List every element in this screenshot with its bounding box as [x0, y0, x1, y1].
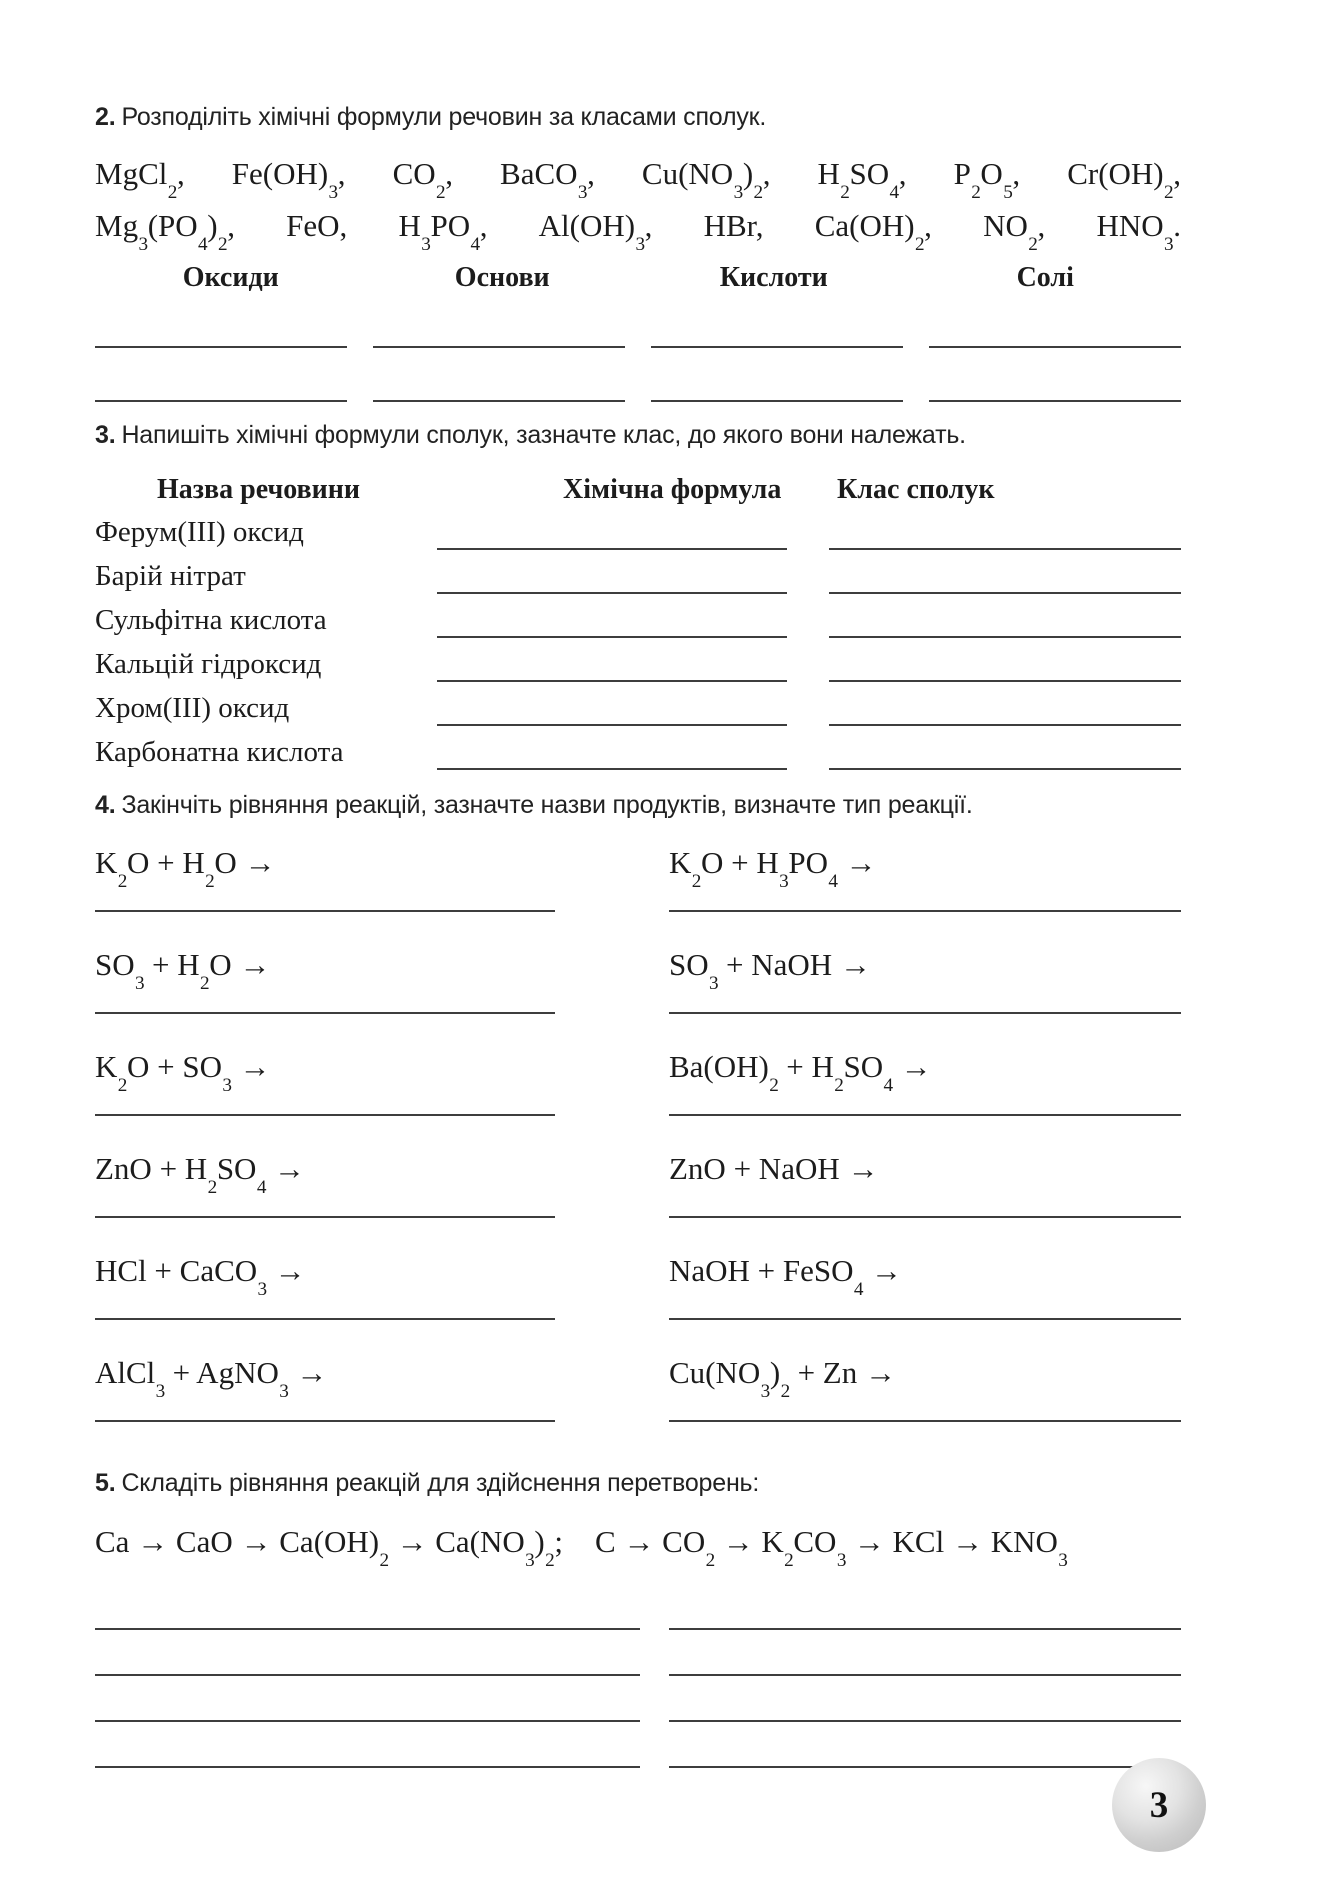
category-acids: Кислоти	[719, 262, 828, 293]
table-row	[95, 726, 1181, 770]
equation-cell	[95, 1046, 555, 1116]
answer-line	[929, 294, 1181, 348]
answer-line	[437, 558, 787, 594]
substance-name: Ферум(III) оксид	[95, 516, 304, 548]
answer-line	[373, 294, 625, 348]
answer-line	[95, 1676, 640, 1722]
equation-cell	[95, 842, 555, 912]
reaction-equation: $K_2O + SO_3$ →	[95, 1049, 271, 1097]
category-bases: Основи	[454, 262, 550, 293]
reaction-equation: AlCl$_3$ + AgNO$_3$ →	[95, 1355, 328, 1403]
chem-formula: MgCl$_2$,	[95, 156, 185, 204]
equation-cell	[669, 1148, 1181, 1218]
page-number: 3	[1149, 1784, 1169, 1826]
page-number-badge	[1112, 1758, 1206, 1852]
task2-answer-lines	[95, 294, 1181, 402]
chem-formula: $Cr(OH)_2$,	[1067, 156, 1181, 204]
task5-number: 5.	[95, 1469, 116, 1497]
transformation-chain: Ca → CaO → $Ca(OH)_2 \to Ca(NO_3)_2$;	[95, 1524, 563, 1572]
substance-name: Карбонатна кислота	[95, 736, 344, 768]
table-row	[95, 682, 1181, 726]
answer-line	[437, 646, 787, 682]
equation-cell	[669, 842, 1181, 912]
answer-line	[669, 1676, 1181, 1722]
answer-line	[669, 1722, 1181, 1768]
task3-number: 3.	[95, 421, 116, 449]
equation-cell	[95, 1250, 555, 1320]
table-row	[95, 638, 1181, 682]
task2-formula-list	[95, 148, 1181, 256]
equation-cell	[669, 1250, 1181, 1320]
answer-line	[373, 348, 625, 402]
answer-line	[669, 1630, 1181, 1676]
formula-row-2	[95, 200, 1181, 256]
table-row	[95, 550, 1181, 594]
category-oxides: Оксиди	[182, 262, 279, 293]
answer-line	[929, 348, 1181, 402]
answer-line	[95, 1088, 555, 1116]
answer-line	[669, 986, 1181, 1014]
reaction-equation: $K_2O + H_3PO_4$ →	[669, 845, 877, 893]
task2-category-headers	[95, 262, 1181, 294]
chem-formula: $P_2O_5$,	[953, 156, 1021, 204]
equation-cell	[95, 1148, 555, 1218]
task2-instruction: Розподіліть хімічні формули речовин за класами сполук.	[121, 103, 767, 131]
answer-line	[95, 348, 347, 402]
answer-line	[829, 690, 1181, 726]
task3-heading	[95, 420, 1181, 450]
chem-formula: $CO_2$,	[392, 156, 453, 204]
reaction-equation: $Cu(NO_3)_2 + Zn$ →	[669, 1355, 896, 1403]
answer-line	[95, 294, 347, 348]
substance-name: Кальцій гідроксид	[95, 648, 322, 680]
answer-line	[95, 1292, 555, 1320]
column-header-chemical-formula: Хімічна формула	[563, 474, 782, 505]
answer-line	[437, 514, 787, 550]
transformation-chain: $C \to CO_2 \to K_2CO_3$ → KCl → $KNO_3$	[595, 1524, 1068, 1572]
reaction-equation: HCl + CaCO$_3$ →	[95, 1253, 306, 1301]
chem-formula: $H_3PO_4$,	[398, 208, 488, 256]
chem-formula: $Al(OH)_3$,	[538, 208, 653, 256]
task3-table-headers	[95, 474, 1181, 506]
task5-instruction: Складіть рівняння реакцій для здійснення перетворень:	[121, 1469, 760, 1497]
chem-formula: $Ca(OH)_2$,	[814, 208, 932, 256]
chem-formula: FeO,	[286, 208, 348, 243]
chem-formula: BaCO$_3$,	[500, 156, 595, 204]
chem-formula: $Cu(NO_3)_2$,	[641, 156, 771, 204]
task4-equations	[95, 842, 1181, 1454]
answer-line	[651, 294, 903, 348]
answer-line	[437, 690, 787, 726]
substance-name: Хром(III) оксид	[95, 692, 290, 724]
task4-heading	[95, 790, 1181, 820]
category-salts: Солі	[1016, 262, 1074, 293]
answer-line	[95, 884, 555, 912]
answer-line	[95, 1584, 640, 1630]
answer-line	[651, 348, 903, 402]
equation-cell	[669, 1046, 1181, 1116]
chem-formula: $Fe(OH)_3$,	[231, 156, 346, 204]
answer-line	[669, 1190, 1181, 1218]
answer-line	[669, 1584, 1181, 1630]
answer-line	[669, 884, 1181, 912]
answer-line	[95, 986, 555, 1014]
answer-line	[829, 602, 1181, 638]
column-header-compound-class: Клас сполук	[837, 474, 995, 505]
answer-line	[829, 646, 1181, 682]
reaction-equation: ZnO + $H_2SO_4$ →	[95, 1151, 305, 1199]
task4-number: 4.	[95, 791, 116, 819]
equation-cell	[95, 1352, 555, 1422]
formula-row-1	[95, 148, 1181, 204]
answer-line	[669, 1292, 1181, 1320]
table-row	[95, 594, 1181, 638]
task3-instruction: Напишіть хімічні формули сполук, зазначте клас, до якого вони належать.	[121, 421, 966, 449]
chem-formula: $NO_2$,	[983, 208, 1046, 256]
table-row	[95, 506, 1181, 550]
reaction-equation: NaOH + FeSO$_4$ →	[669, 1253, 902, 1301]
chem-formula: HBr,	[703, 208, 764, 243]
answer-line	[829, 514, 1181, 550]
answer-line	[437, 602, 787, 638]
task2-heading	[95, 102, 1181, 132]
task5-chains	[95, 1520, 1181, 1572]
answer-line	[669, 1088, 1181, 1116]
substance-name: Барій нітрат	[95, 560, 246, 592]
reaction-equation: $K_2O + H_2O$ →	[95, 845, 276, 893]
answer-line	[95, 1630, 640, 1676]
answer-line	[829, 734, 1181, 770]
chem-formula: $H_2SO_4$,	[817, 156, 907, 204]
task4-instruction: Закінчіть рівняння реакцій, зазначте назви продуктів, визначте тип реакції.	[121, 791, 973, 819]
equation-cell	[95, 944, 555, 1014]
answer-line	[95, 1190, 555, 1218]
column-header-substance-name: Назва речовини	[157, 474, 361, 505]
reaction-equation: $SO_3$ + NaOH →	[669, 947, 871, 995]
answer-line	[829, 558, 1181, 594]
task5-answer-lines	[95, 1584, 1181, 1768]
task2-number: 2.	[95, 103, 116, 131]
reaction-equation: $Ba(OH)_2 + H_2SO_4$ →	[669, 1049, 932, 1097]
equation-cell	[669, 944, 1181, 1014]
chem-formula: $HNO_3$.	[1096, 208, 1181, 256]
task5-heading	[95, 1468, 1181, 1498]
reaction-equation: ZnO + NaOH →	[669, 1151, 879, 1186]
substance-name: Сульфітна кислота	[95, 604, 327, 636]
equation-cell	[669, 1352, 1181, 1422]
answer-line	[95, 1722, 640, 1768]
answer-line	[437, 734, 787, 770]
chem-formula: $Mg_3(PO_4)_2$,	[95, 208, 235, 256]
answer-line	[669, 1394, 1181, 1422]
reaction-equation: $SO_3 + H_2O$ →	[95, 947, 271, 995]
